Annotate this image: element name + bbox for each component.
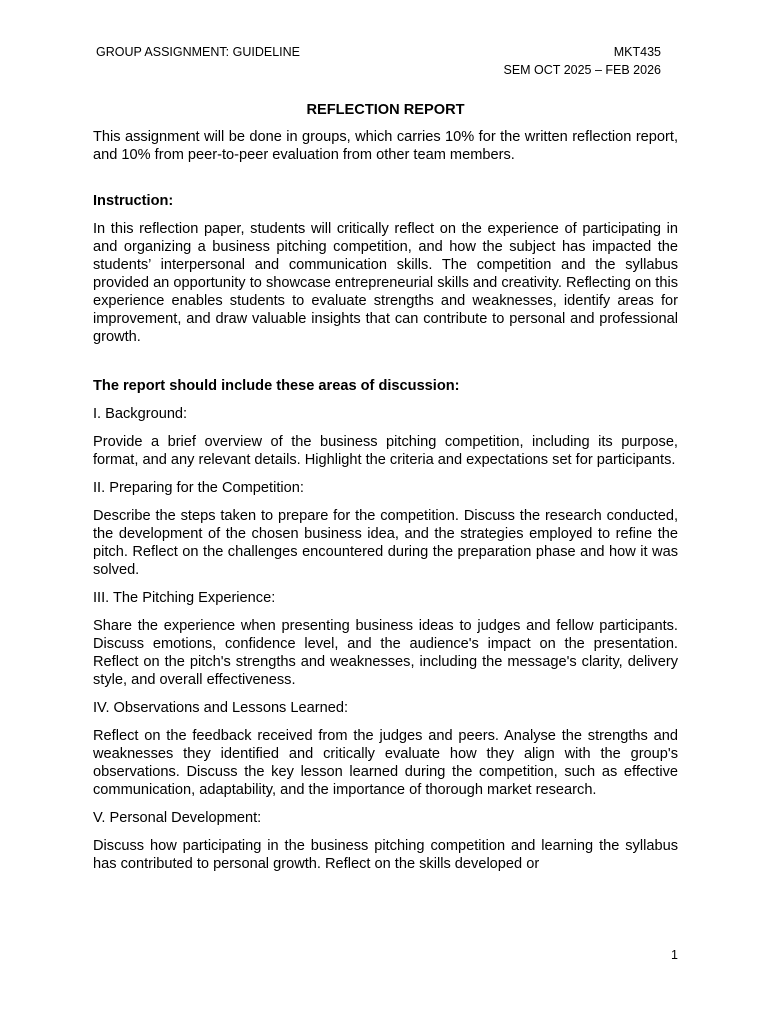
document-body	[93, 101, 678, 883]
instruction-heading: Instruction:	[93, 193, 174, 209]
section-body-pitching: Share the experience when presenting business ideas to judges and fellow participants. Discuss emotions, confidence level, and the audience's impact on the presentation. Reflect on the pitch's strengths and weaknesses, including the message's clarity, delivery style, and overall effectiveness.	[93, 618, 678, 688]
section-heading-background: I. Background:	[93, 406, 188, 422]
page-number: 1	[671, 948, 678, 962]
semester-label: SEM OCT 2025 – FEB 2026	[503, 63, 661, 77]
section-heading-observations: IV. Observations and Lessons Learned:	[93, 700, 349, 716]
course-code: MKT435	[613, 45, 661, 59]
section-body-preparing: Describe the steps taken to prepare for the competition. Discuss the research conducted, the development of the chosen business idea, and the strategies employed to refine the pitch. Reflect on the challenges encountered during the preparation phase and how it was solved.	[93, 508, 678, 578]
section-heading-personal-development: V. Personal Development:	[93, 810, 262, 826]
instruction-paragraph: In this reflection paper, students will critically reflect on the experience of participating in and organizing a business pitching competition, and how the subject has impacted the students’ interpersonal and communication skills. The competition and the syllabus provided an opportunity to showcase entrepreneurial skills and creativity. Reflecting on this experience enables students to evaluate strengths and weaknesses, identify areas for improvement, and draw valuable insights that can contribute to personal and professional growth.	[93, 221, 678, 345]
section-body-observations: Reflect on the feedback received from the judges and peers. Analyse the strengths and weaknesses they identified and critically evaluate how they align with the group's observations. Discuss the key lesson learned during the competition, such as effective communication, adaptability, and the importance of thorough market research.	[93, 728, 678, 798]
section-body-personal-development: Discuss how participating in the business pitching competition and learning the syllabus has contributed to personal growth. Reflect on the skills developed or	[93, 838, 678, 872]
document-header-label: GROUP ASSIGNMENT: GUIDELINE	[96, 45, 300, 59]
report-title: REFLECTION REPORT	[306, 102, 465, 118]
section-body-background: Provide a brief overview of the business pitching competition, including its purpose, format, and any relevant details. Highlight the criteria and expectations set for participants.	[93, 434, 678, 468]
document-header-meta	[504, 43, 662, 79]
section-heading-preparing: II. Preparing for the Competition:	[93, 480, 304, 496]
intro-paragraph: This assignment will be done in groups, which carries 10% for the written reflection report, and 10% from peer-to-peer evaluation from other team members.	[93, 129, 678, 163]
areas-heading: The report should include these areas of discussion:	[93, 378, 460, 394]
section-heading-pitching: III. The Pitching Experience:	[93, 590, 276, 606]
